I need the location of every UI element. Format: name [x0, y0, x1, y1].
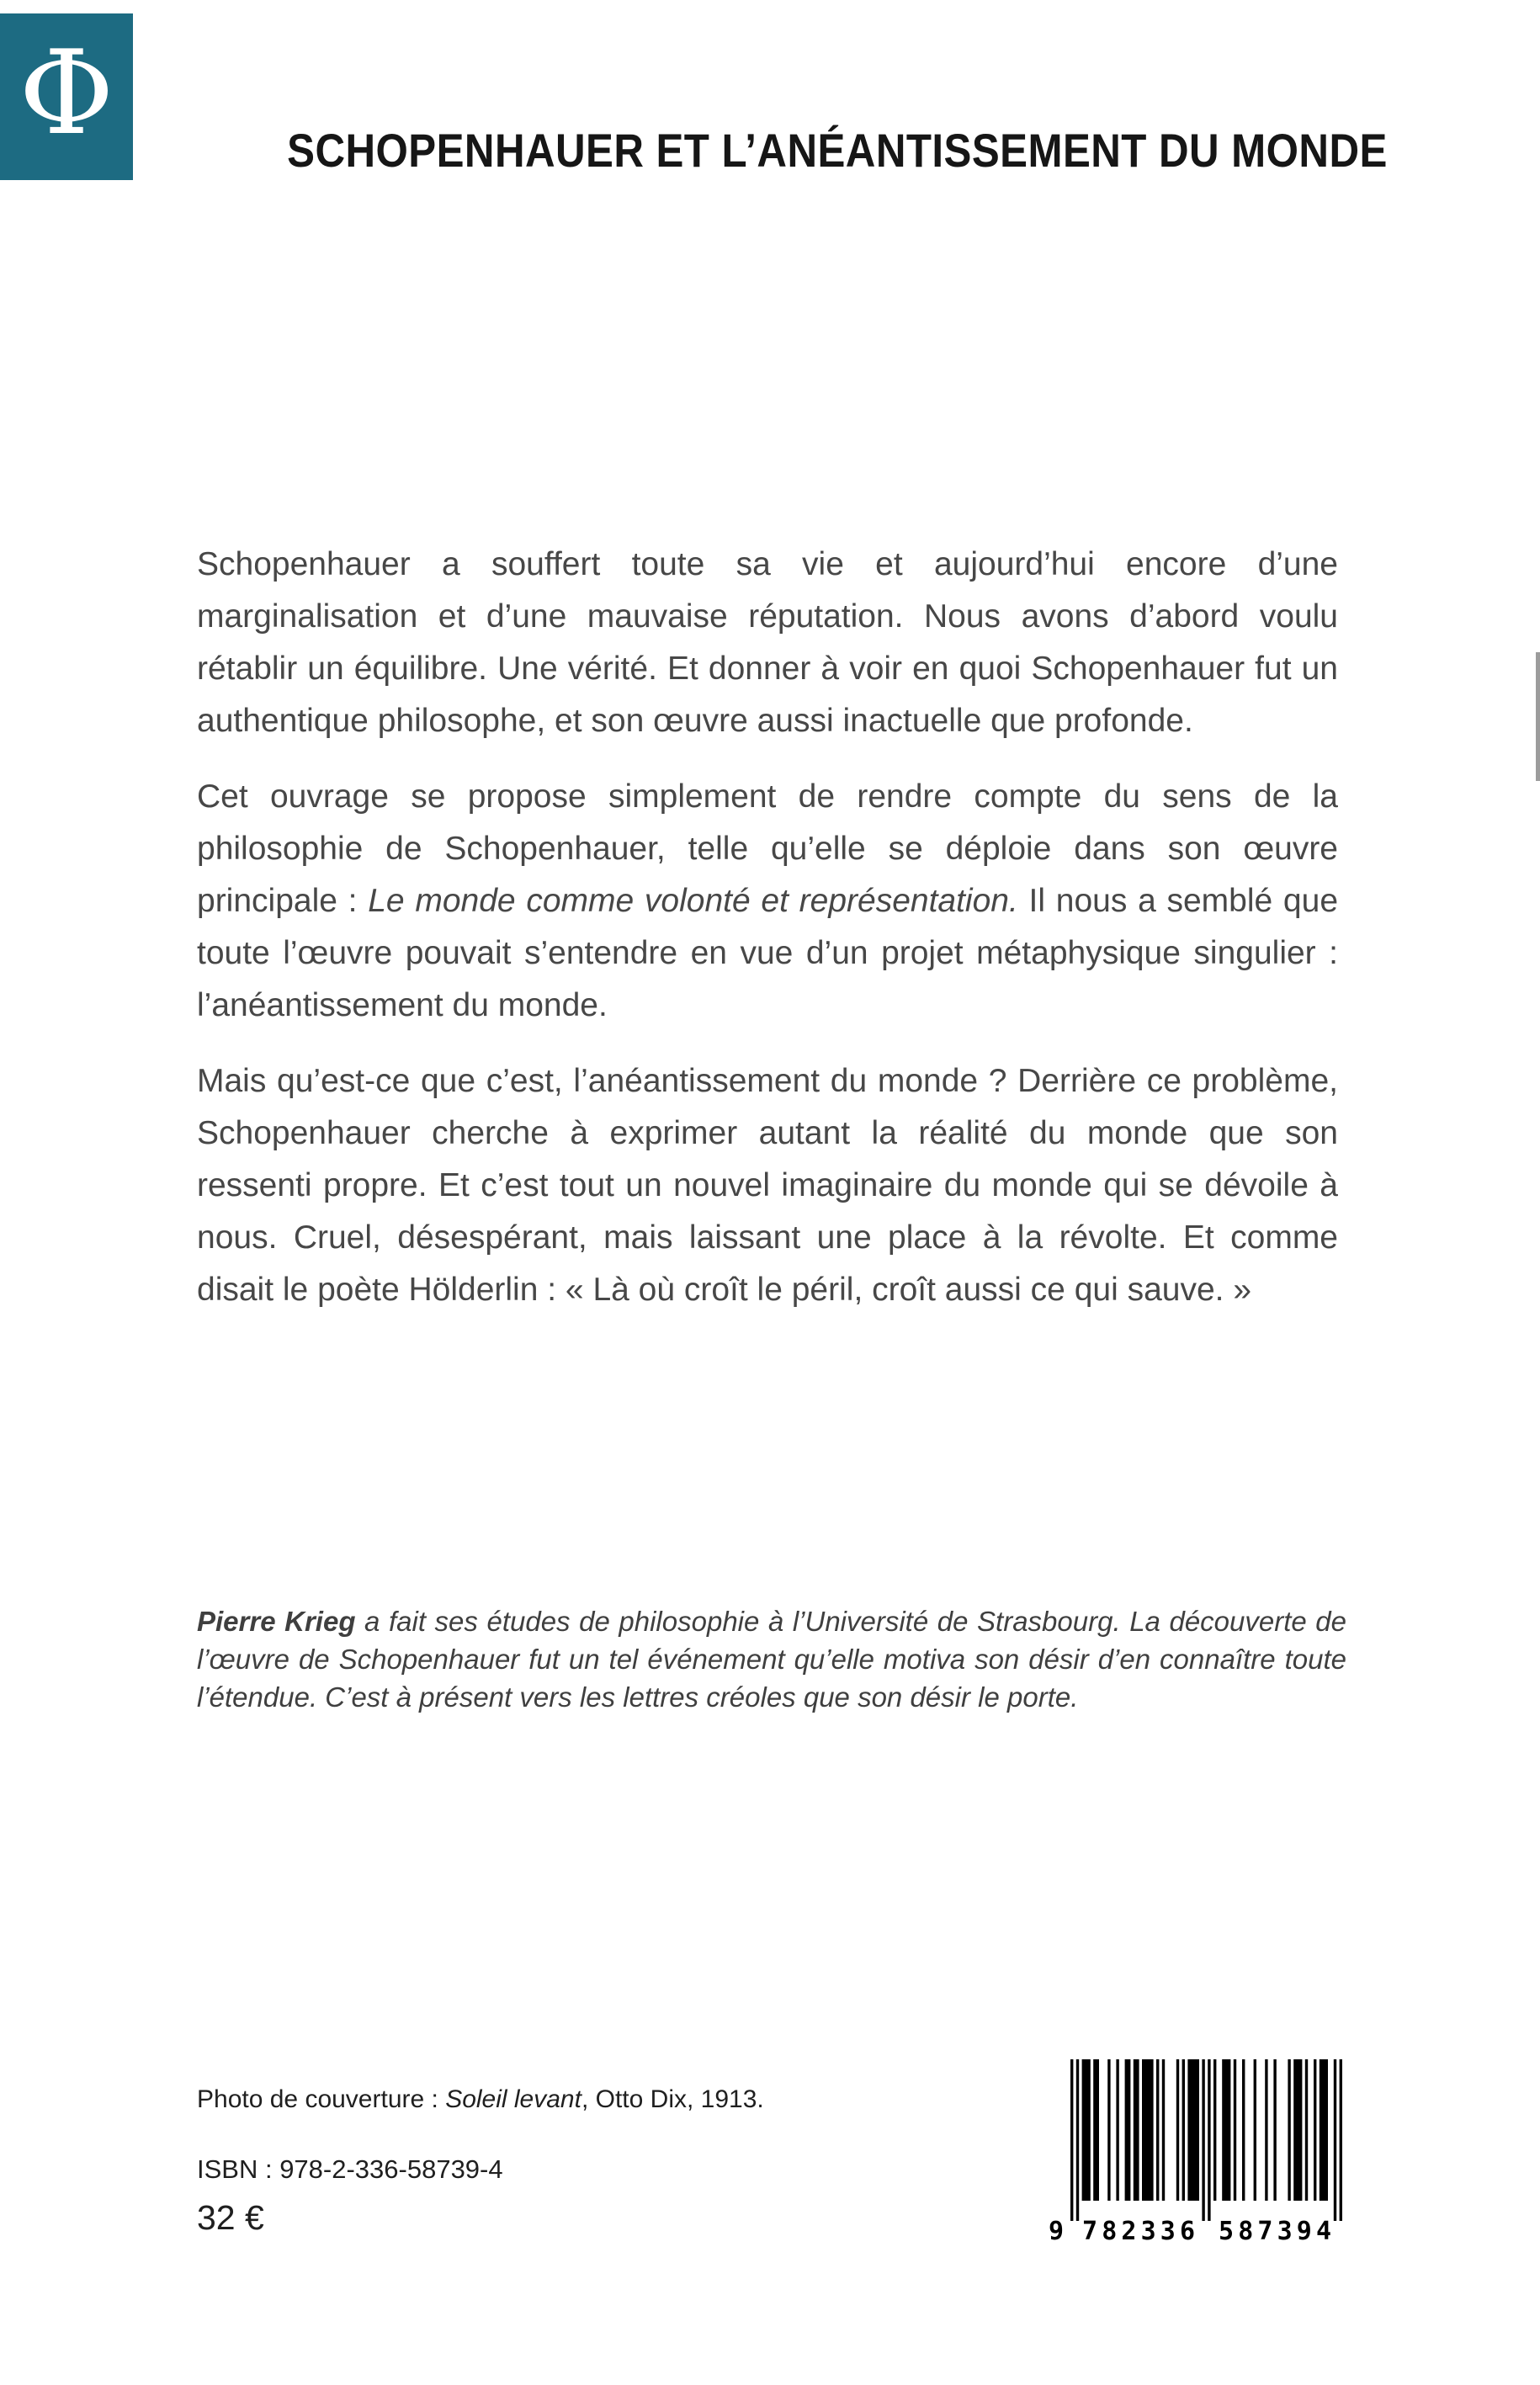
synopsis-paragraph-3: [197, 1055, 1338, 1316]
photo-credit: [197, 2085, 764, 2114]
text-segment: , Otto Dix, 1913.: [581, 2085, 764, 2113]
price: 32 €: [197, 2198, 264, 2237]
synopsis: [197, 539, 1338, 1340]
barcode-svg: [1045, 2054, 1350, 2244]
text-segment: Soleil levant: [445, 2085, 581, 2113]
barcode-number: 9: [1049, 2217, 1065, 2244]
author-bio: [197, 1602, 1346, 1716]
text-segment: Cet ouvrage se propose simplement de rendre compte du sens de la philosophie de Schopenhauer, telle qu’elle se déploie dans son œuvre principale :: [197, 778, 1338, 919]
text-segment: Photo de couverture :: [197, 2085, 446, 2113]
synopsis-paragraph-1: [197, 539, 1338, 747]
text-segment: Le monde comme volonté et représentation.: [368, 883, 1018, 919]
phi-icon: Φ: [19, 25, 114, 161]
book-title: SCHOPENHAUER ET L’ANÉANTISSEMENT DU MONDE: [287, 124, 1388, 177]
scan-edge-mark: [1536, 652, 1540, 781]
text-segment: Schopenhauer a souffert toute sa vie et aujourd’hui encore d’une marginalisation et d’une mauvaise réputation. Nous avons d’abord voulu rétablir un équilibre. Une vérité. Et donner à voir en quoi Schopenhauer fut un authentique philosophe, et son œuvre aussi inactuelle que profonde.: [197, 546, 1338, 739]
text-segment: Il nous a semblé que toute l’œuvre pouvait s’entendre en vue d’un projet métaphysique singulier : l’anéantissement du monde.: [197, 883, 1339, 1023]
barcode-number: 587394: [1219, 2217, 1331, 2244]
text-segment: Mais qu’est-ce que c’est, l’anéantissement du monde ? Derrière ce problème, Schopenhauer cherche à exprimer autant la réalité du monde que son ressenti propre. Et c’est tout un nouvel imaginaire du monde qui se dévoile à nous. Cruel, désespérant, mais laissant une place à la révolte. Et comme disait le poète Hölderlin : « Là où croît le péril, croît aussi ce qui sauve. »: [197, 1063, 1338, 1308]
isbn-line: ISBN : 978-2-336-58739-4: [197, 2154, 503, 2184]
text-segment: Pierre Krieg: [197, 1606, 356, 1637]
publisher-logo: [0, 13, 133, 180]
barcode-number: 782336: [1082, 2217, 1195, 2244]
title-area: [135, 123, 1540, 178]
synopsis-paragraph-2: [197, 771, 1338, 1032]
text-segment: a fait ses études de philosophie à l’Université de Strasbourg. La découverte de l’œuvre de Schopenhauer fut un tel événement qu’elle motiva son désir d’en connaître toute l’étendue. C’est à présent vers les lettres créoles que son désir le porte.: [197, 1606, 1347, 1713]
ean13-barcode: [1045, 2054, 1350, 2244]
